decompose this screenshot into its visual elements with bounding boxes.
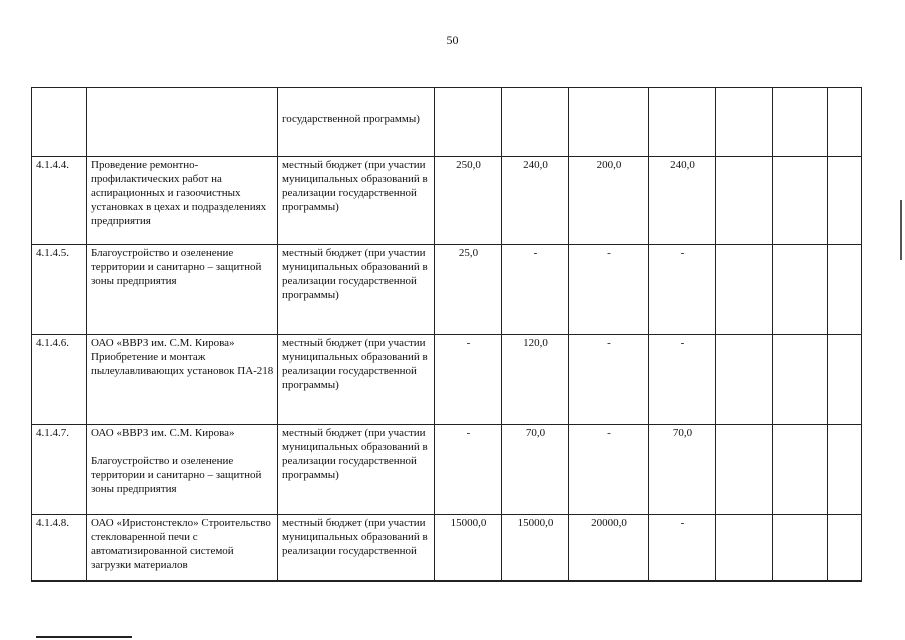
row-funding-source-cell: местный бюджет (при участии муниципальных образований в реализации государственной программы) (278, 335, 435, 425)
row-description-text: ОАО «ВВРЗ им. С.М. Кирова» Приобретение и монтаж пылеулавливающих установок ПА-218 (91, 337, 274, 377)
row-funding-source-cell: местный бюджет (при участии муниципальных образований в реализации государственной (278, 515, 435, 581)
row-description-cell (87, 88, 278, 157)
description-gap (91, 440, 274, 454)
row-empty-cell (716, 88, 773, 157)
table-row (32, 157, 862, 245)
row-value-cell-1: - (435, 335, 502, 425)
row-value-cell-2: 15000,0 (502, 515, 569, 581)
page-number: 50 (446, 33, 459, 47)
row-description-text: Проведение ремонтно-профилактических работ на аспирационных и газоочистных установках в цехах и подразделениях предприятия (91, 159, 267, 227)
row-code-cell: 4.1.4.7. (32, 425, 87, 515)
row-description-cell (87, 157, 278, 245)
row-empty-cell (828, 425, 862, 515)
row-description-cell (87, 425, 278, 515)
row-empty-cell (773, 245, 828, 335)
row-value-cell-1: 250,0 (435, 157, 502, 245)
row-empty-cell (716, 425, 773, 515)
row-empty-cell (716, 157, 773, 245)
row-value-cell-4: 240,0 (649, 157, 716, 245)
row-code-cell: 4.1.4.8. (32, 515, 87, 581)
row-value-cell-2 (502, 88, 569, 157)
row-funding-source-cell: местный бюджет (при участии муниципальных образований в реализации государственной программы) (278, 425, 435, 515)
row-value-cell-3: - (569, 335, 649, 425)
scan-edge-mark (900, 200, 902, 260)
row-value-cell-4: - (649, 245, 716, 335)
row-code-cell: 4.1.4.6. (32, 335, 87, 425)
table-row (32, 245, 862, 335)
row-empty-cell (773, 157, 828, 245)
row-code-cell: 4.1.4.5. (32, 245, 87, 335)
row-value-cell-1: 15000,0 (435, 515, 502, 581)
table-row (32, 335, 862, 425)
row-value-cell-1 (435, 88, 502, 157)
row-empty-cell (828, 515, 862, 581)
row-funding-source-cell: государственной программы) (278, 88, 435, 157)
row-empty-cell (716, 335, 773, 425)
row-value-cell-3: - (569, 245, 649, 335)
row-value-cell-3 (569, 88, 649, 157)
table-row (32, 425, 862, 515)
table-body (32, 88, 862, 581)
row-value-cell-2: 120,0 (502, 335, 569, 425)
row-value-cell-2: 240,0 (502, 157, 569, 245)
row-empty-cell (828, 157, 862, 245)
row-description-text: ОАО «Иристонстекло» Строительство стекловаренной печи с автоматизированной системой загрузки материалов (91, 517, 271, 571)
row-value-cell-3: 20000,0 (569, 515, 649, 581)
row-value-cell-4: 70,0 (649, 425, 716, 515)
row-code-cell (32, 88, 87, 157)
footnote-divider (36, 636, 132, 638)
row-value-cell-4 (649, 88, 716, 157)
row-description-cell (87, 245, 278, 335)
row-funding-source-cell: местный бюджет (при участии муниципальных образований в реализации государственной программы) (278, 245, 435, 335)
row-empty-cell (828, 245, 862, 335)
row-description-text: ОАО «ВВРЗ им. С.М. Кирова» (91, 427, 235, 439)
row-value-cell-2: - (502, 245, 569, 335)
row-empty-cell (773, 515, 828, 581)
row-empty-cell (773, 335, 828, 425)
row-description-text: Благоустройство и озеленение территории и санитарно – защитной зоны предприятия (91, 455, 262, 495)
row-value-cell-4: - (649, 335, 716, 425)
row-empty-cell (828, 88, 862, 157)
table-row (32, 88, 862, 157)
row-value-cell-1: - (435, 425, 502, 515)
row-value-cell-1: 25,0 (435, 245, 502, 335)
row-empty-cell (716, 515, 773, 581)
row-description-cell (87, 335, 278, 425)
row-empty-cell (773, 425, 828, 515)
budget-table (31, 87, 862, 582)
row-description-text: Благоустройство и озеленение территории и санитарно – защитной зоны предприятия (91, 247, 262, 287)
row-value-cell-2: 70,0 (502, 425, 569, 515)
row-empty-cell (828, 335, 862, 425)
row-empty-cell (716, 245, 773, 335)
row-code-cell: 4.1.4.4. (32, 157, 87, 245)
row-description-cell (87, 515, 278, 581)
row-value-cell-3: - (569, 425, 649, 515)
row-value-cell-3: 200,0 (569, 157, 649, 245)
row-value-cell-4: - (649, 515, 716, 581)
table-row (32, 515, 862, 581)
row-empty-cell (773, 88, 828, 157)
row-funding-source-cell: местный бюджет (при участии муниципальных образований в реализации государственной программы) (278, 157, 435, 245)
